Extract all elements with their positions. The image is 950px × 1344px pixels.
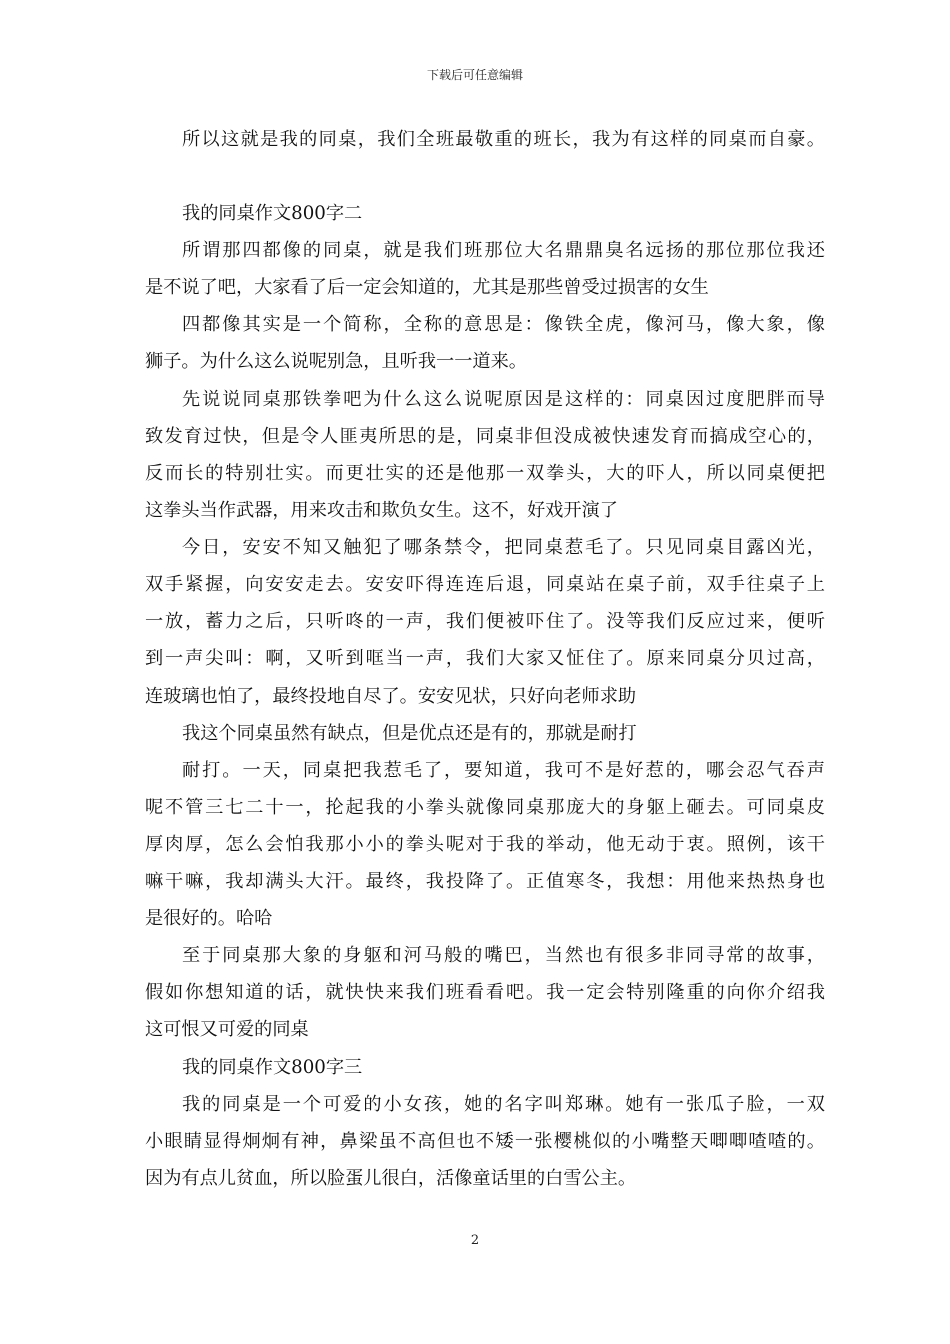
section-heading: 我的同桌作文800字三 [182, 1057, 363, 1078]
text-line: 所以这就是我的同桌，我们全班最敬重的班长，我为有这样的同桌而自豪。 [182, 129, 825, 150]
text-line: 连玻璃也怕了，最终投地自尽了。安安见状，只好向老师求助 [145, 686, 637, 707]
text-line: 小眼睛显得炯炯有神，鼻梁虽不高但也不矮一张樱桃似的小嘴整天唧唧喳喳的。 [145, 1131, 825, 1152]
text-line: 厚肉厚，怎么会怕我那小小的拳头呢对于我的举动，他无动于衷。照例，该干 [145, 834, 825, 855]
section-heading: 我的同桌作文800字二 [182, 203, 363, 224]
text-line: 是很好的。哈哈 [145, 908, 273, 929]
page-number: 2 [470, 1233, 480, 1248]
text-line: 所谓那四都像的同桌，就是我们班那位大名鼎鼎臭名远扬的那位那位我还 [182, 240, 825, 261]
text-line: 是不说了吧，大家看了后一定会知道的，尤其是那些曾受过损害的女生 [145, 277, 709, 298]
text-line: 先说说同桌那铁拳吧为什么这么说呢原因是这样的：同桌因过度肥胖而导 [182, 389, 825, 410]
text-line: 今日，安安不知又触犯了哪条禁令，把同桌惹毛了。只见同桌目露凶光， [182, 537, 825, 558]
page-header: 下载后可任意编辑 [426, 68, 523, 82]
text-line: 四都像其实是一个简称，全称的意思是：像铁全虎，像河马，像大象，像 [182, 314, 825, 335]
text-line: 至于同桌那大象的身躯和河马般的嘴巴，当然也有很多非同寻常的故事， [182, 945, 825, 966]
text-line: 嘛干嘛，我却满头大汗。最终，我投降了。正值寒冬，我想：用他来热热身也 [145, 871, 825, 892]
text-line: 这可恨又可爱的同桌 [145, 1019, 309, 1040]
text-line: 双手紧握，向安安走去。安安吓得连连后退，同桌站在桌子前，双手往桌子上 [145, 574, 825, 595]
text-line: 狮子。为什么这么说呢别急，且听我一一道来。 [145, 351, 527, 372]
text-line: 因为有点儿贫血，所以脸蛋儿很白，活像童话里的白雪公主。 [145, 1168, 637, 1189]
text-line: 我这个同桌虽然有缺点，但是优点还是有的，那就是耐打 [182, 723, 637, 744]
text-line: 假如你想知道的话，就快快来我们班看看吧。我一定会特别隆重的向你介绍我 [145, 982, 825, 1003]
text-line: 耐打。一天，同桌把我惹毛了，要知道，我可不是好惹的，哪会忍气吞声 [182, 760, 825, 781]
text-line: 一放，蓄力之后，只听咚的一声，我们便被吓住了。没等我们反应过来，便听 [145, 611, 825, 632]
text-line: 到一声尖叫：啊，又听到哐当一声，我们大家又怔住了。原来同桌分贝过高， [145, 648, 825, 669]
text-line: 致发育过快，但是令人匪夷所思的是，同桌非但没成被快速发育而搞成空心的， [145, 426, 825, 447]
text-line: 呢不管三七二十一，抡起我的小拳头就像同桌那庞大的身躯上砸去。可同桌皮 [145, 797, 825, 818]
text-line: 反而长的特别壮实。而更壮实的还是他那一双拳头，大的吓人，所以同桌便把 [145, 463, 825, 484]
text-line: 我的同桌是一个可爱的小女孩，她的名字叫郑琳。她有一张瓜子脸，一双 [182, 1094, 825, 1115]
text-line: 这拳头当作武器，用来攻击和欺负女生。这不，好戏开演了 [145, 500, 618, 521]
